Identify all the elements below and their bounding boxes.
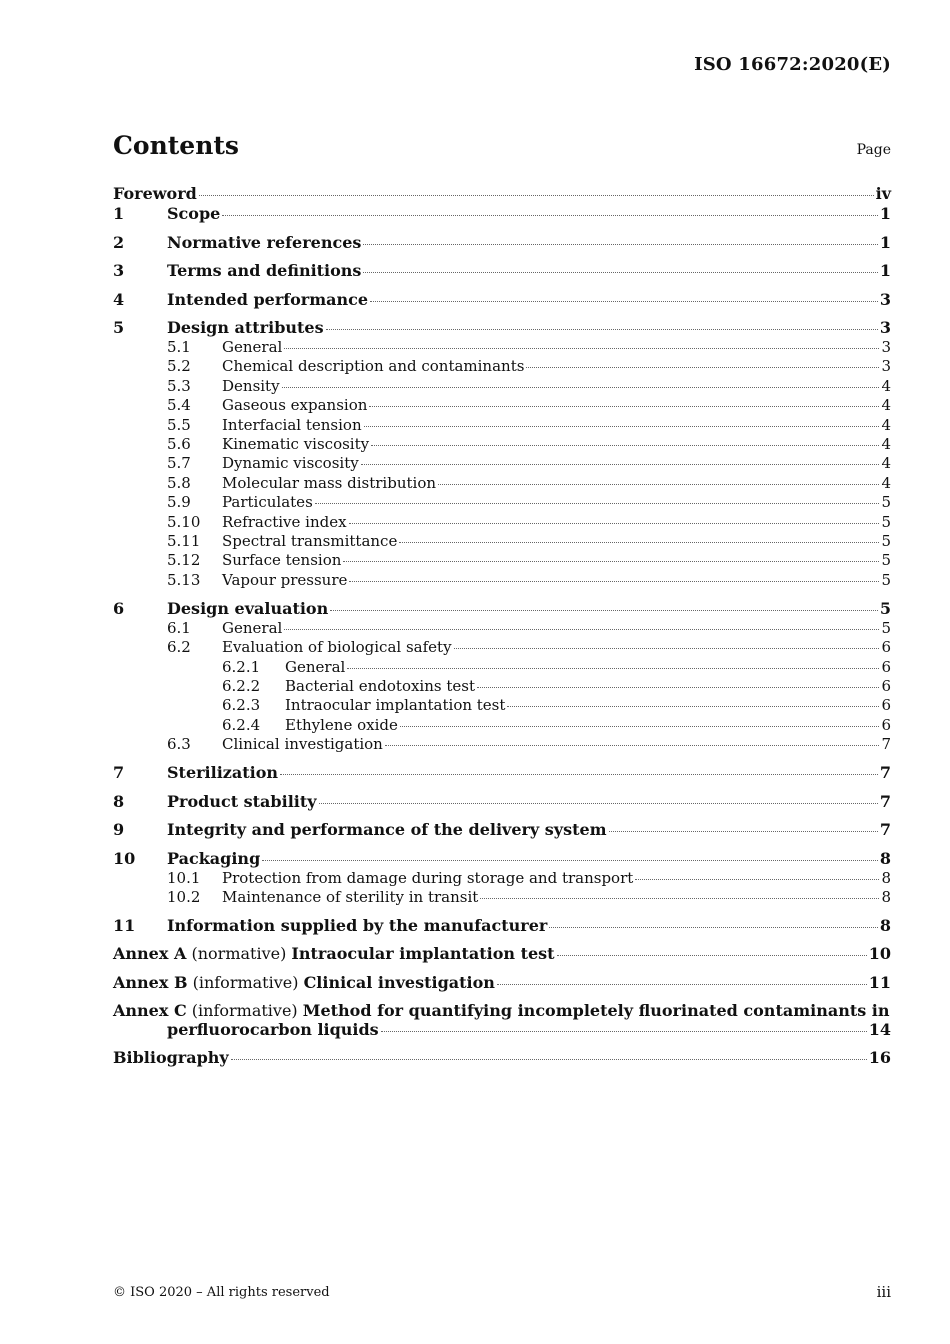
toc-entry-page: 8 xyxy=(879,848,891,868)
toc-entry-subsection[interactable] xyxy=(113,551,891,570)
toc-entry-title: General xyxy=(285,657,346,676)
toc-entry-page: 5 xyxy=(881,551,891,570)
toc-entry-subsubsection[interactable] xyxy=(113,677,891,696)
dot-leader xyxy=(199,195,874,196)
dot-leader xyxy=(369,406,879,407)
toc-entry-page: 1 xyxy=(879,232,891,252)
toc-entry-number: 2 xyxy=(113,232,125,252)
toc-entry-section[interactable] xyxy=(113,792,891,812)
toc-entry-subsection[interactable] xyxy=(113,474,891,493)
annex-label: Annex B xyxy=(113,972,188,992)
toc-entry-title: Vapour pressure xyxy=(222,570,348,589)
dot-leader xyxy=(557,955,867,956)
dot-leader xyxy=(381,1031,867,1032)
toc-entry-section[interactable] xyxy=(113,599,891,619)
toc-entry-title: Packaging xyxy=(167,848,261,868)
toc-entry-number: 5.3 xyxy=(167,376,191,395)
toc-entry-title: Interfacial tension xyxy=(222,415,362,434)
toc-entry-page: 10 xyxy=(868,944,891,964)
toc-entry-number: 5.2 xyxy=(167,357,191,376)
toc-entry-title: Normative references xyxy=(167,232,362,252)
toc-entry-page: 6 xyxy=(881,715,891,734)
toc-entry-page: 3 xyxy=(881,338,891,356)
toc-entry-number: 5 xyxy=(113,318,125,337)
toc-entry-number: 5.8 xyxy=(167,473,191,492)
toc-entry-title: Refractive index xyxy=(222,512,347,531)
toc-entry-page: 5 xyxy=(881,493,891,512)
annex-title: Clinical investigation xyxy=(303,972,495,992)
toc-entry-number: 5.10 xyxy=(167,512,201,531)
dot-leader xyxy=(400,726,880,727)
toc-entry-page: 14 xyxy=(868,1020,891,1040)
page-number: iii xyxy=(876,1283,891,1301)
toc-entry-title: Protection from damage during storage and transport xyxy=(222,868,634,887)
toc-entry-page: 11 xyxy=(868,972,891,992)
dot-leader xyxy=(477,687,879,688)
annex-heading xyxy=(113,944,555,964)
toc-entry-subsection[interactable] xyxy=(113,513,891,532)
toc-entry-title: Scope xyxy=(167,204,221,223)
toc-entry-number: 6.1 xyxy=(167,618,191,637)
annex-title: Intraocular implantation test xyxy=(291,944,555,964)
toc-entry-subsubsection[interactable] xyxy=(113,716,891,735)
dot-leader xyxy=(371,445,879,446)
toc-entry-number: 5.7 xyxy=(167,454,191,473)
annex-title-line2: perfluorocarbon liquids xyxy=(167,1020,379,1040)
toc-entry-section[interactable] xyxy=(113,820,891,840)
toc-entry-title: Intraocular implantation test xyxy=(285,696,506,715)
toc-entry-page: 7 xyxy=(879,791,891,811)
toc-entry-title: Intended performance xyxy=(167,289,369,309)
dot-leader xyxy=(438,484,879,485)
dot-leader xyxy=(349,523,880,524)
annex-label: Annex C xyxy=(113,1001,187,1021)
toc-entry-page: 6 xyxy=(881,657,891,676)
toc-entry-number: 6 xyxy=(113,598,125,618)
dot-leader xyxy=(526,367,879,368)
toc-entry-number: 6.2.1 xyxy=(222,657,261,676)
toc-entry-number: 10.1 xyxy=(167,868,201,887)
toc-entry-subsection[interactable] xyxy=(113,416,891,435)
toc-entry-subsection[interactable] xyxy=(113,377,891,396)
toc-entry-number: 8 xyxy=(113,791,125,811)
toc-entry-number: 4 xyxy=(113,289,125,309)
toc-entry-title: Particulates xyxy=(222,493,313,512)
toc-entry-page: 1 xyxy=(879,261,891,280)
toc-entry-subsection[interactable] xyxy=(113,396,891,415)
dot-leader xyxy=(609,831,878,832)
toc-entry-number: 1 xyxy=(113,204,125,223)
table-of-contents xyxy=(113,184,891,1068)
toc-entry-section[interactable] xyxy=(113,233,891,253)
toc-entry-subsection[interactable] xyxy=(113,532,891,551)
toc-entry-title: Dynamic viscosity xyxy=(222,454,359,473)
toc-entry-page: 4 xyxy=(881,435,891,454)
dot-leader xyxy=(454,648,880,649)
toc-entry-page: 5 xyxy=(879,598,891,618)
annex-heading xyxy=(113,973,495,993)
toc-entry-page: 8 xyxy=(881,888,891,907)
toc-entry-page: 16 xyxy=(868,1047,891,1067)
toc-entry-title: Bacterial endotoxins test xyxy=(285,677,475,695)
toc-entry-title: Product stability xyxy=(167,791,317,811)
dot-leader xyxy=(363,244,877,245)
toc-entry-page: 7 xyxy=(879,820,891,840)
dot-leader xyxy=(399,542,879,543)
toc-entry-number: 9 xyxy=(113,820,125,840)
toc-entry-page: 5 xyxy=(881,618,891,637)
copyright-notice: © ISO 2020 – All rights reserved xyxy=(113,1285,330,1300)
toc-entry-title: Terms and definitions xyxy=(167,261,362,280)
toc-entry-page: 6 xyxy=(881,677,891,695)
toc-entry-number: 7 xyxy=(113,763,125,783)
toc-entry-title: Evaluation of biological safety xyxy=(222,638,452,657)
toc-entry-page: 7 xyxy=(881,735,891,754)
toc-entry-annex-c[interactable] xyxy=(113,1001,891,1039)
toc-entry-title: Information supplied by the manufacturer xyxy=(167,915,548,935)
toc-entry-number: 5.13 xyxy=(167,570,201,589)
toc-entry-number: 5.6 xyxy=(167,435,191,454)
dot-leader xyxy=(385,745,880,746)
dot-leader xyxy=(343,561,879,562)
annex-label: Annex A xyxy=(113,944,187,964)
toc-entry-page: 4 xyxy=(881,376,891,395)
dot-leader xyxy=(280,774,878,775)
dot-leader xyxy=(349,581,879,582)
toc-entry-title: Sterilization xyxy=(167,763,279,783)
toc-entry-page: 3 xyxy=(879,318,891,337)
toc-entry-title: Density xyxy=(222,376,280,395)
toc-entry-title: Integrity and performance of the delivery system xyxy=(167,820,607,840)
toc-entry-page: 4 xyxy=(881,454,891,473)
toc-entry-page: 5 xyxy=(881,512,891,531)
toc-entry-page: 3 xyxy=(879,289,891,309)
toc-entry-subsection[interactable] xyxy=(113,357,891,376)
toc-entry-title: Gaseous expansion xyxy=(222,396,368,415)
dot-leader xyxy=(549,927,878,928)
toc-entry-title: Maintenance of sterility in transit xyxy=(222,888,479,907)
toc-entry-subsection[interactable] xyxy=(113,571,891,590)
toc-entry-title: Spectral transmittance xyxy=(222,532,398,551)
toc-entry-page: iv xyxy=(875,184,891,203)
toc-entry-page: 5 xyxy=(881,570,891,589)
toc-entry-title: Clinical investigation xyxy=(222,735,383,754)
toc-entry-section[interactable] xyxy=(113,849,891,869)
toc-entry-section[interactable] xyxy=(113,290,891,310)
dot-leader xyxy=(370,301,878,302)
toc-entry-page: 6 xyxy=(881,638,891,657)
toc-entry-title: Foreword xyxy=(113,184,197,203)
toc-entry-section[interactable] xyxy=(113,916,891,936)
toc-entry-subsubsection[interactable] xyxy=(113,696,891,715)
toc-entry-subsection[interactable] xyxy=(113,869,891,888)
toc-entry-annex[interactable] xyxy=(113,944,891,964)
annex-type: (informative) xyxy=(191,1001,298,1021)
dot-leader xyxy=(284,629,879,630)
toc-entry-subsection[interactable] xyxy=(113,888,891,907)
toc-entry-bibliography[interactable] xyxy=(113,1048,891,1068)
toc-entry-title: Ethylene oxide xyxy=(285,715,398,734)
toc-entry-number: 6.2.4 xyxy=(222,715,261,734)
toc-entry-title: Design attributes xyxy=(167,318,324,337)
toc-entry-subsection[interactable] xyxy=(113,735,891,754)
toc-entry-page: 8 xyxy=(879,915,891,935)
toc-entry-section[interactable] xyxy=(113,318,891,338)
toc-annexes xyxy=(113,944,891,993)
toc-entry-foreword[interactable] xyxy=(113,184,891,204)
dot-leader xyxy=(315,503,880,504)
toc-entry-subsection[interactable] xyxy=(113,454,891,473)
dot-leader xyxy=(319,803,878,804)
dot-leader xyxy=(222,215,878,216)
dot-leader xyxy=(497,984,867,985)
toc-entry-title: Bibliography xyxy=(113,1047,229,1067)
toc-entry-page: 8 xyxy=(881,868,891,887)
toc-entry-section[interactable] xyxy=(113,261,891,281)
toc-entry-number: 5.1 xyxy=(167,338,191,356)
toc-entry-subsection[interactable] xyxy=(113,493,891,512)
toc-entry-page: 4 xyxy=(881,473,891,492)
toc-entry-title: Kinematic viscosity xyxy=(222,435,370,454)
toc-entry-number: 6.2 xyxy=(167,638,191,657)
dot-leader xyxy=(635,879,879,880)
toc-entry-page: 6 xyxy=(881,696,891,715)
toc-entry-number: 5.11 xyxy=(167,532,201,551)
toc-entry-page: 4 xyxy=(881,396,891,415)
toc-entry-page: 3 xyxy=(881,357,891,376)
toc-entry-number: 3 xyxy=(113,261,125,280)
toc-entry-number: 5.4 xyxy=(167,396,191,415)
toc-entry-title: General xyxy=(222,618,283,637)
toc-entry-number: 10.2 xyxy=(167,888,201,907)
toc-entry-title: Molecular mass distribution xyxy=(222,473,437,492)
toc-entry-subsubsection[interactable] xyxy=(113,658,891,677)
toc-entry-number: 11 xyxy=(113,915,136,935)
toc-entry-page: 7 xyxy=(879,763,891,783)
toc-sections xyxy=(113,204,891,936)
toc-entry-number: 5.5 xyxy=(167,415,191,434)
dot-leader xyxy=(231,1059,867,1060)
toc-entry-subsection[interactable] xyxy=(113,338,891,357)
annex-type: (normative) xyxy=(191,944,287,964)
dot-leader xyxy=(480,898,879,899)
toc-entry-section[interactable] xyxy=(113,763,891,783)
dot-leader xyxy=(364,426,880,427)
toc-entry-number: 6.2.2 xyxy=(222,677,261,695)
toc-entry-section[interactable] xyxy=(113,204,891,224)
dot-leader xyxy=(507,706,879,707)
toc-entry-number: 10 xyxy=(113,848,136,868)
toc-entry-subsection[interactable] xyxy=(113,619,891,638)
toc-entry-subsection[interactable] xyxy=(113,435,891,454)
toc-entry-title: Surface tension xyxy=(222,551,342,570)
toc-entry-title: Chemical description and contaminants xyxy=(222,357,525,376)
toc-entry-title: General xyxy=(222,338,283,356)
toc-entry-number: 5.9 xyxy=(167,493,191,512)
dot-leader xyxy=(262,860,878,861)
page-title: Contents xyxy=(113,131,240,160)
toc-entry-annex[interactable] xyxy=(113,973,891,993)
dot-leader xyxy=(330,610,878,611)
toc-entry-page: 5 xyxy=(881,532,891,551)
toc-entry-number: 6.3 xyxy=(167,735,191,754)
page-column-label: Page xyxy=(856,142,891,158)
toc-entry-number: 6.2.3 xyxy=(222,696,261,715)
toc-entry-title: Design evaluation xyxy=(167,598,329,618)
dot-leader xyxy=(347,668,879,669)
toc-entry-page: 1 xyxy=(879,204,891,223)
annex-title-line1: Method for quantifying incompletely fluorinated contaminants in xyxy=(302,1001,890,1021)
dot-leader xyxy=(326,329,878,330)
toc-entry-number: 5.12 xyxy=(167,551,201,570)
document-code: ISO 16672:2020(E) xyxy=(694,54,891,75)
dot-leader xyxy=(361,464,880,465)
annex-type: (informative) xyxy=(192,972,299,992)
dot-leader xyxy=(282,387,880,388)
toc-entry-subsection[interactable] xyxy=(113,638,891,657)
dot-leader xyxy=(284,348,879,349)
toc-entry-page: 4 xyxy=(881,415,891,434)
dot-leader xyxy=(363,272,877,273)
